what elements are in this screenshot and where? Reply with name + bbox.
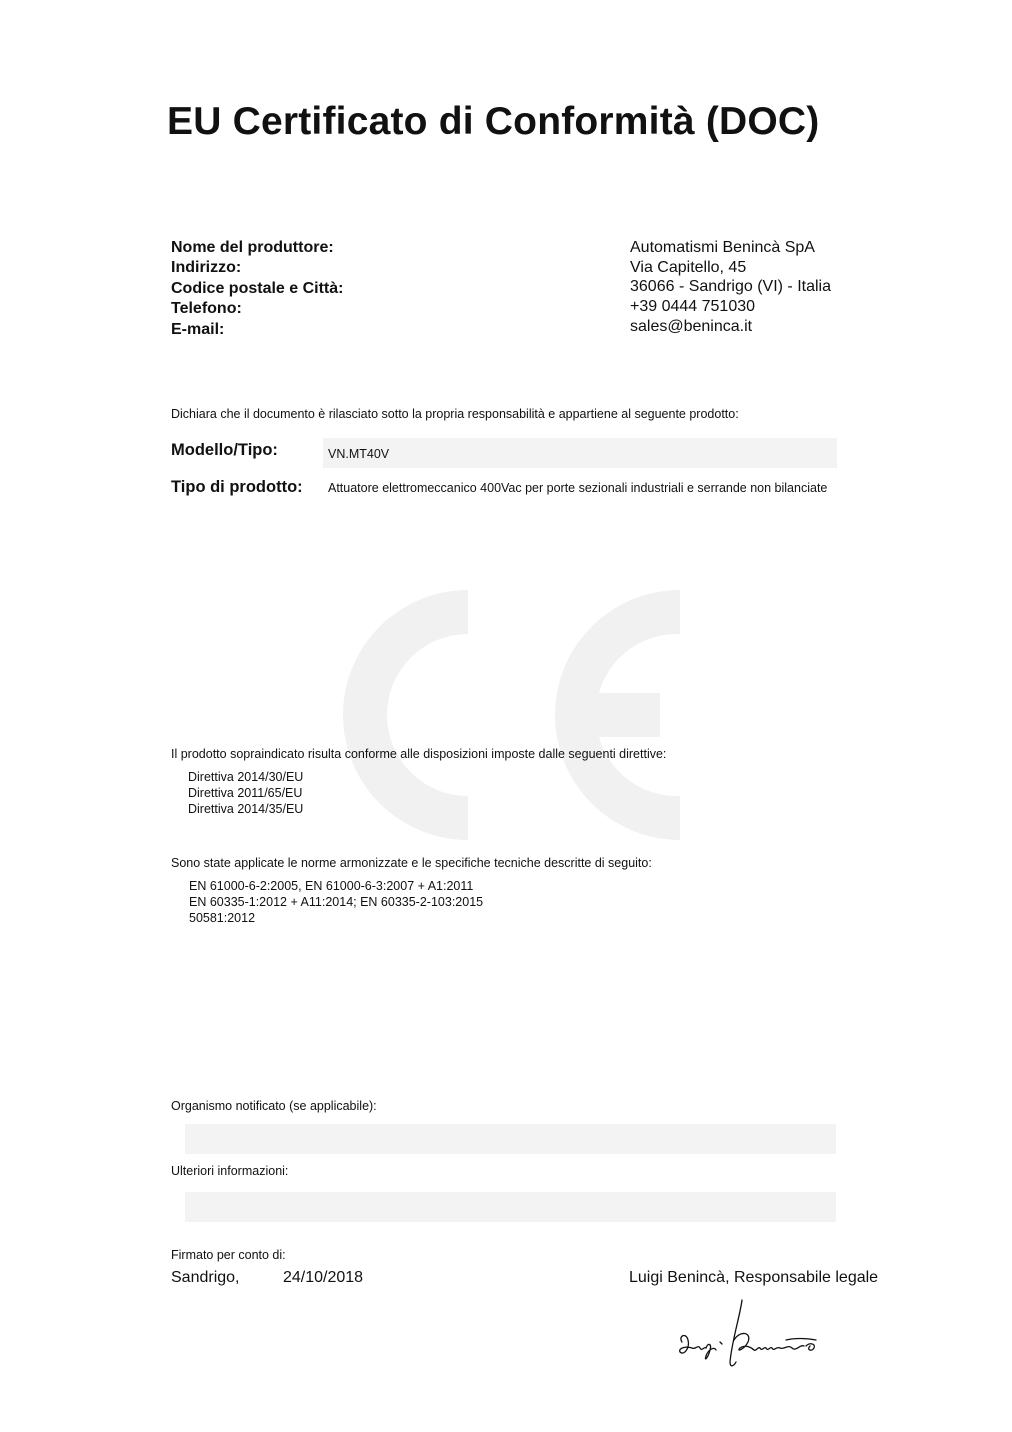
label-model: Modello/Tipo: — [171, 441, 278, 459]
signer-name: Luigi Benincà, Responsabile legale — [629, 1269, 879, 1286]
manufacturer-email[interactable]: sales@beninca.it — [630, 318, 753, 335]
signature-place: Sandrigo, — [171, 1269, 240, 1286]
further-info-label: Ulteriori informazioni: — [171, 1164, 289, 1178]
model-value: VN.MT40V — [328, 447, 390, 461]
standard-item: EN 60335-1:2012 + A11:2014; EN 60335-2-103:2015 — [189, 895, 484, 909]
notified-body-label: Organismo notificato (se applicabile): — [171, 1099, 377, 1113]
ce-mark-icon — [330, 590, 690, 840]
label-phone: Telefono: — [171, 300, 242, 317]
further-info-field — [185, 1192, 836, 1222]
directives-intro: Il prodotto sopraindicato risulta conforme alle disposizioni imposte dalle seguenti direttive: — [171, 747, 667, 761]
page-title: EU Certificato di Conformità (DOC) — [167, 100, 820, 143]
manufacturer-postal-city: 36066 - Sandrigo (VI) - Italia — [630, 278, 831, 295]
label-manufacturer-name: Nome del produttore: — [171, 239, 334, 256]
signature-date: 24/10/2018 — [283, 1269, 364, 1286]
manufacturer-phone: +39 0444 751030 — [630, 298, 756, 315]
handwritten-signature — [670, 1296, 830, 1376]
standard-item: 50581:2012 — [189, 911, 256, 925]
label-product-type: Tipo di prodotto: — [171, 478, 303, 496]
product-type-value: Attuatore elettromeccanico 400Vac per porte sezionali industriali e serrande non bilanciate — [328, 481, 828, 495]
directive-item: Direttiva 2011/65/EU — [188, 786, 303, 800]
standards-intro: Sono state applicate le norme armonizzate e le specifiche tecniche descritte di seguito: — [171, 856, 652, 870]
notified-body-field — [185, 1124, 836, 1154]
directive-item: Direttiva 2014/35/EU — [188, 802, 304, 816]
directive-item: Direttiva 2014/30/EU — [188, 770, 304, 784]
manufacturer-name: Automatismi Benincà SpA — [630, 239, 815, 256]
label-address: Indirizzo: — [171, 259, 242, 276]
declaration-text: Dichiara che il documento è rilasciato sotto la propria responsabilità e appartiene al seguente prodotto: — [171, 407, 739, 421]
label-postal-city: Codice postale e Città: — [171, 280, 344, 297]
label-email: E-mail: — [171, 321, 225, 338]
signed-on-behalf-label: Firmato per conto di: — [171, 1248, 286, 1262]
standard-item: EN 61000-6-2:2005, EN 61000-6-3:2007 + A1:2011 — [189, 879, 474, 893]
manufacturer-address: Via Capitello, 45 — [630, 259, 747, 276]
model-field — [323, 438, 837, 468]
